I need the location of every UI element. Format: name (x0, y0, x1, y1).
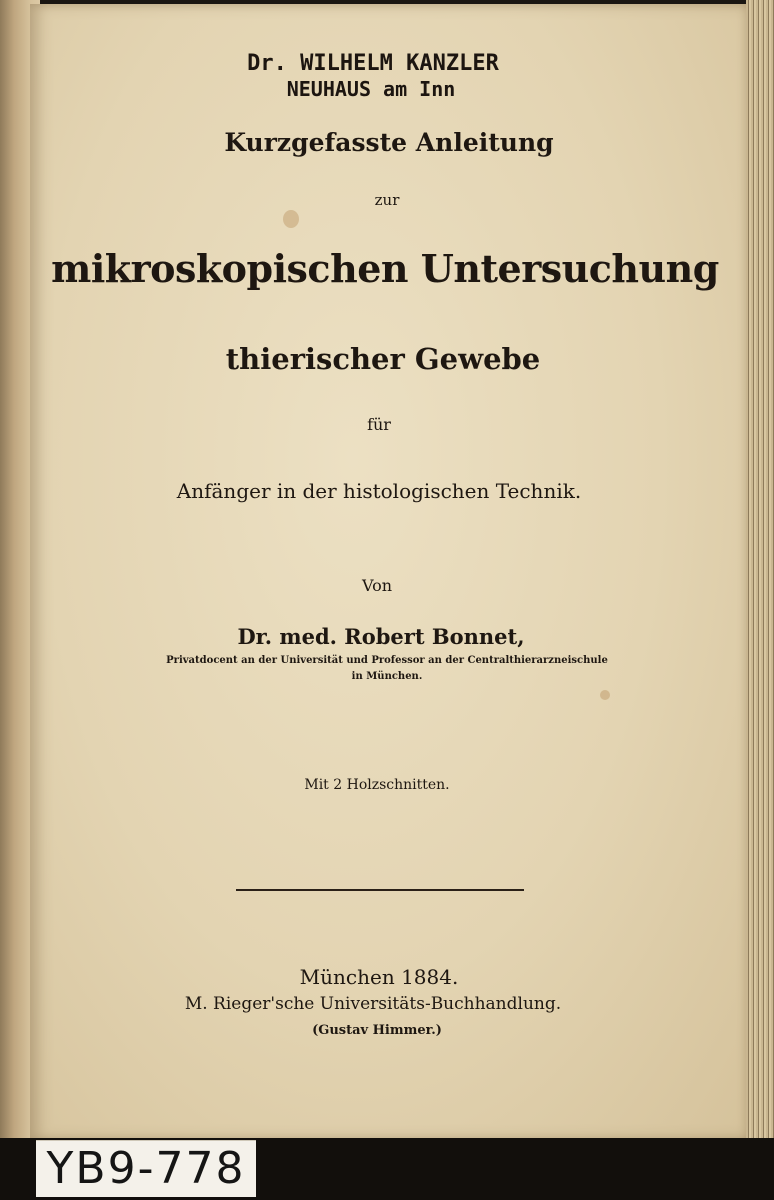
illustrations-note: Mit 2 Holzschnitten. (304, 777, 450, 793)
main-title: mikroskopischen Untersuchung (51, 246, 719, 291)
subtitle: thierischer Gewebe (225, 342, 541, 376)
connector-fuer: für (367, 415, 391, 434)
ownership-stamp-line1: Dr. WILHELM KANZLER (247, 51, 499, 76)
author-name: Dr. med. Robert Bonnet, (237, 624, 525, 649)
place-and-year: München 1884. (299, 965, 459, 989)
foxing-spot (283, 210, 299, 228)
title-connector-zur: zur (374, 191, 400, 209)
audience-line: Anfänger in der histologischen Technik. (176, 479, 582, 503)
author-affiliation-line2: in München. (351, 671, 423, 682)
publisher-note: (Gustav Himmer.) (312, 1023, 442, 1038)
shelf-label: YB9-778 (36, 1140, 256, 1197)
foxing-spot (600, 690, 610, 700)
by-line: Von (361, 576, 393, 595)
pre-title: Kurzgefasste Anleitung (224, 128, 554, 157)
ownership-stamp-line2: NEUHAUS am Inn (286, 77, 456, 101)
author-affiliation-line1: Privatdocent an der Universität und Professor an der Centralthierarzneischule (166, 655, 608, 666)
publisher: M. Rieger'sche Universitäts-Buchhandlung. (184, 994, 562, 1014)
divider-rule (236, 889, 524, 891)
